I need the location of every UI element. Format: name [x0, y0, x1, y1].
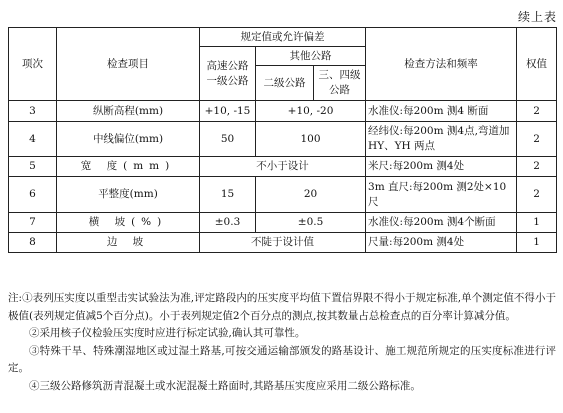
note-2: ②采用核子仪检验压实度时应进行标定试验,确认其可靠性。: [29, 327, 306, 339]
header-check-item: 检查项目: [57, 28, 200, 101]
cell-other: 100: [256, 122, 366, 157]
cell-method: 水准仪:每200m 测4个断面: [366, 213, 517, 233]
cell-highway: 50: [200, 122, 256, 157]
cell-item: 宽 度(mm): [57, 157, 200, 177]
table-row: [9, 177, 557, 213]
cell-item: 平整度(mm): [57, 177, 200, 213]
cell-other: ±0.5: [256, 213, 366, 233]
cell-weight: 1: [517, 213, 557, 233]
note-1: 注:①表列压实度以重型击实试验法为准,评定路段内的压实度平均值下置信界限不得小于规定标准,单个测定值不得小于极值(表列规定值减5个百分点)。小于表列规定值2个百分点的测点,按其数量占总检查点的百分率计算减分值。: [8, 292, 556, 322]
table-row: [9, 157, 557, 177]
cell-no: 4: [9, 122, 57, 157]
table-row: [9, 101, 557, 122]
header-highway: 高速公路 一级公路: [200, 47, 256, 101]
header-grade2: 二级公路: [256, 66, 314, 101]
header-other: 其他公路: [256, 47, 366, 66]
header-item-no: 项次: [9, 28, 57, 101]
cell-merged: 不陡于设计值: [200, 233, 366, 253]
cell-no: 7: [9, 213, 57, 233]
cell-item: 中线偏位(mm): [57, 122, 200, 157]
header-grade34: 三、四级 公路: [314, 66, 366, 101]
cell-other: 20: [256, 177, 366, 213]
cell-item: 横 坡(%): [57, 213, 200, 233]
cell-no: 3: [9, 101, 57, 122]
cell-weight: 1: [517, 233, 557, 253]
cell-highway: 15: [200, 177, 256, 213]
table-row: [9, 213, 557, 233]
header-weight: 权值: [517, 28, 557, 101]
table-row: [9, 122, 557, 157]
table-row: [9, 233, 557, 253]
cell-item: 边 坡: [57, 233, 200, 253]
cell-item: 纵断高程(mm): [57, 101, 200, 122]
note-4: ④三级公路修筑沥青混凝土或水泥混凝土路面时,其路基压实度应采用二级公路标准。: [29, 379, 421, 392]
cell-no: 5: [9, 157, 57, 177]
cell-no: 8: [9, 233, 57, 253]
cell-method: 3m 直尺:每200m 测2处×10尺: [366, 177, 517, 213]
cell-other: +10, -20: [256, 101, 366, 122]
cell-method: 尺量:每200m 测4处: [366, 233, 517, 253]
cell-weight: 2: [517, 157, 557, 177]
inspection-table: [8, 27, 557, 253]
notes-section: [8, 290, 556, 395]
cell-highway: ±0.3: [200, 213, 256, 233]
cell-weight: 2: [517, 177, 557, 213]
cell-weight: 2: [517, 101, 557, 122]
cell-weight: 2: [517, 122, 557, 157]
cell-method: 水准仪:每200m 测4 断面: [366, 101, 517, 122]
cell-merged: 不小于设计: [200, 157, 366, 177]
cell-method: 米尺:每200m 测4处: [366, 157, 517, 177]
cell-no: 6: [9, 177, 57, 213]
cell-highway: +10, -15: [200, 101, 256, 122]
cell-method: 经纬仪:每200m 测4点,弯道加 HY、YH 两点: [366, 122, 517, 157]
header-group: 规定值或允许偏差: [200, 28, 366, 47]
note-3: ③特殊干旱、特殊潮湿地区或过湿土路基,可按交通运输部颁发的路基设计、施工规范所规定的压实度标准进行评定。: [8, 344, 556, 374]
header-method: 检查方法和频率: [366, 28, 517, 101]
continued-label: 续上表: [517, 10, 557, 24]
